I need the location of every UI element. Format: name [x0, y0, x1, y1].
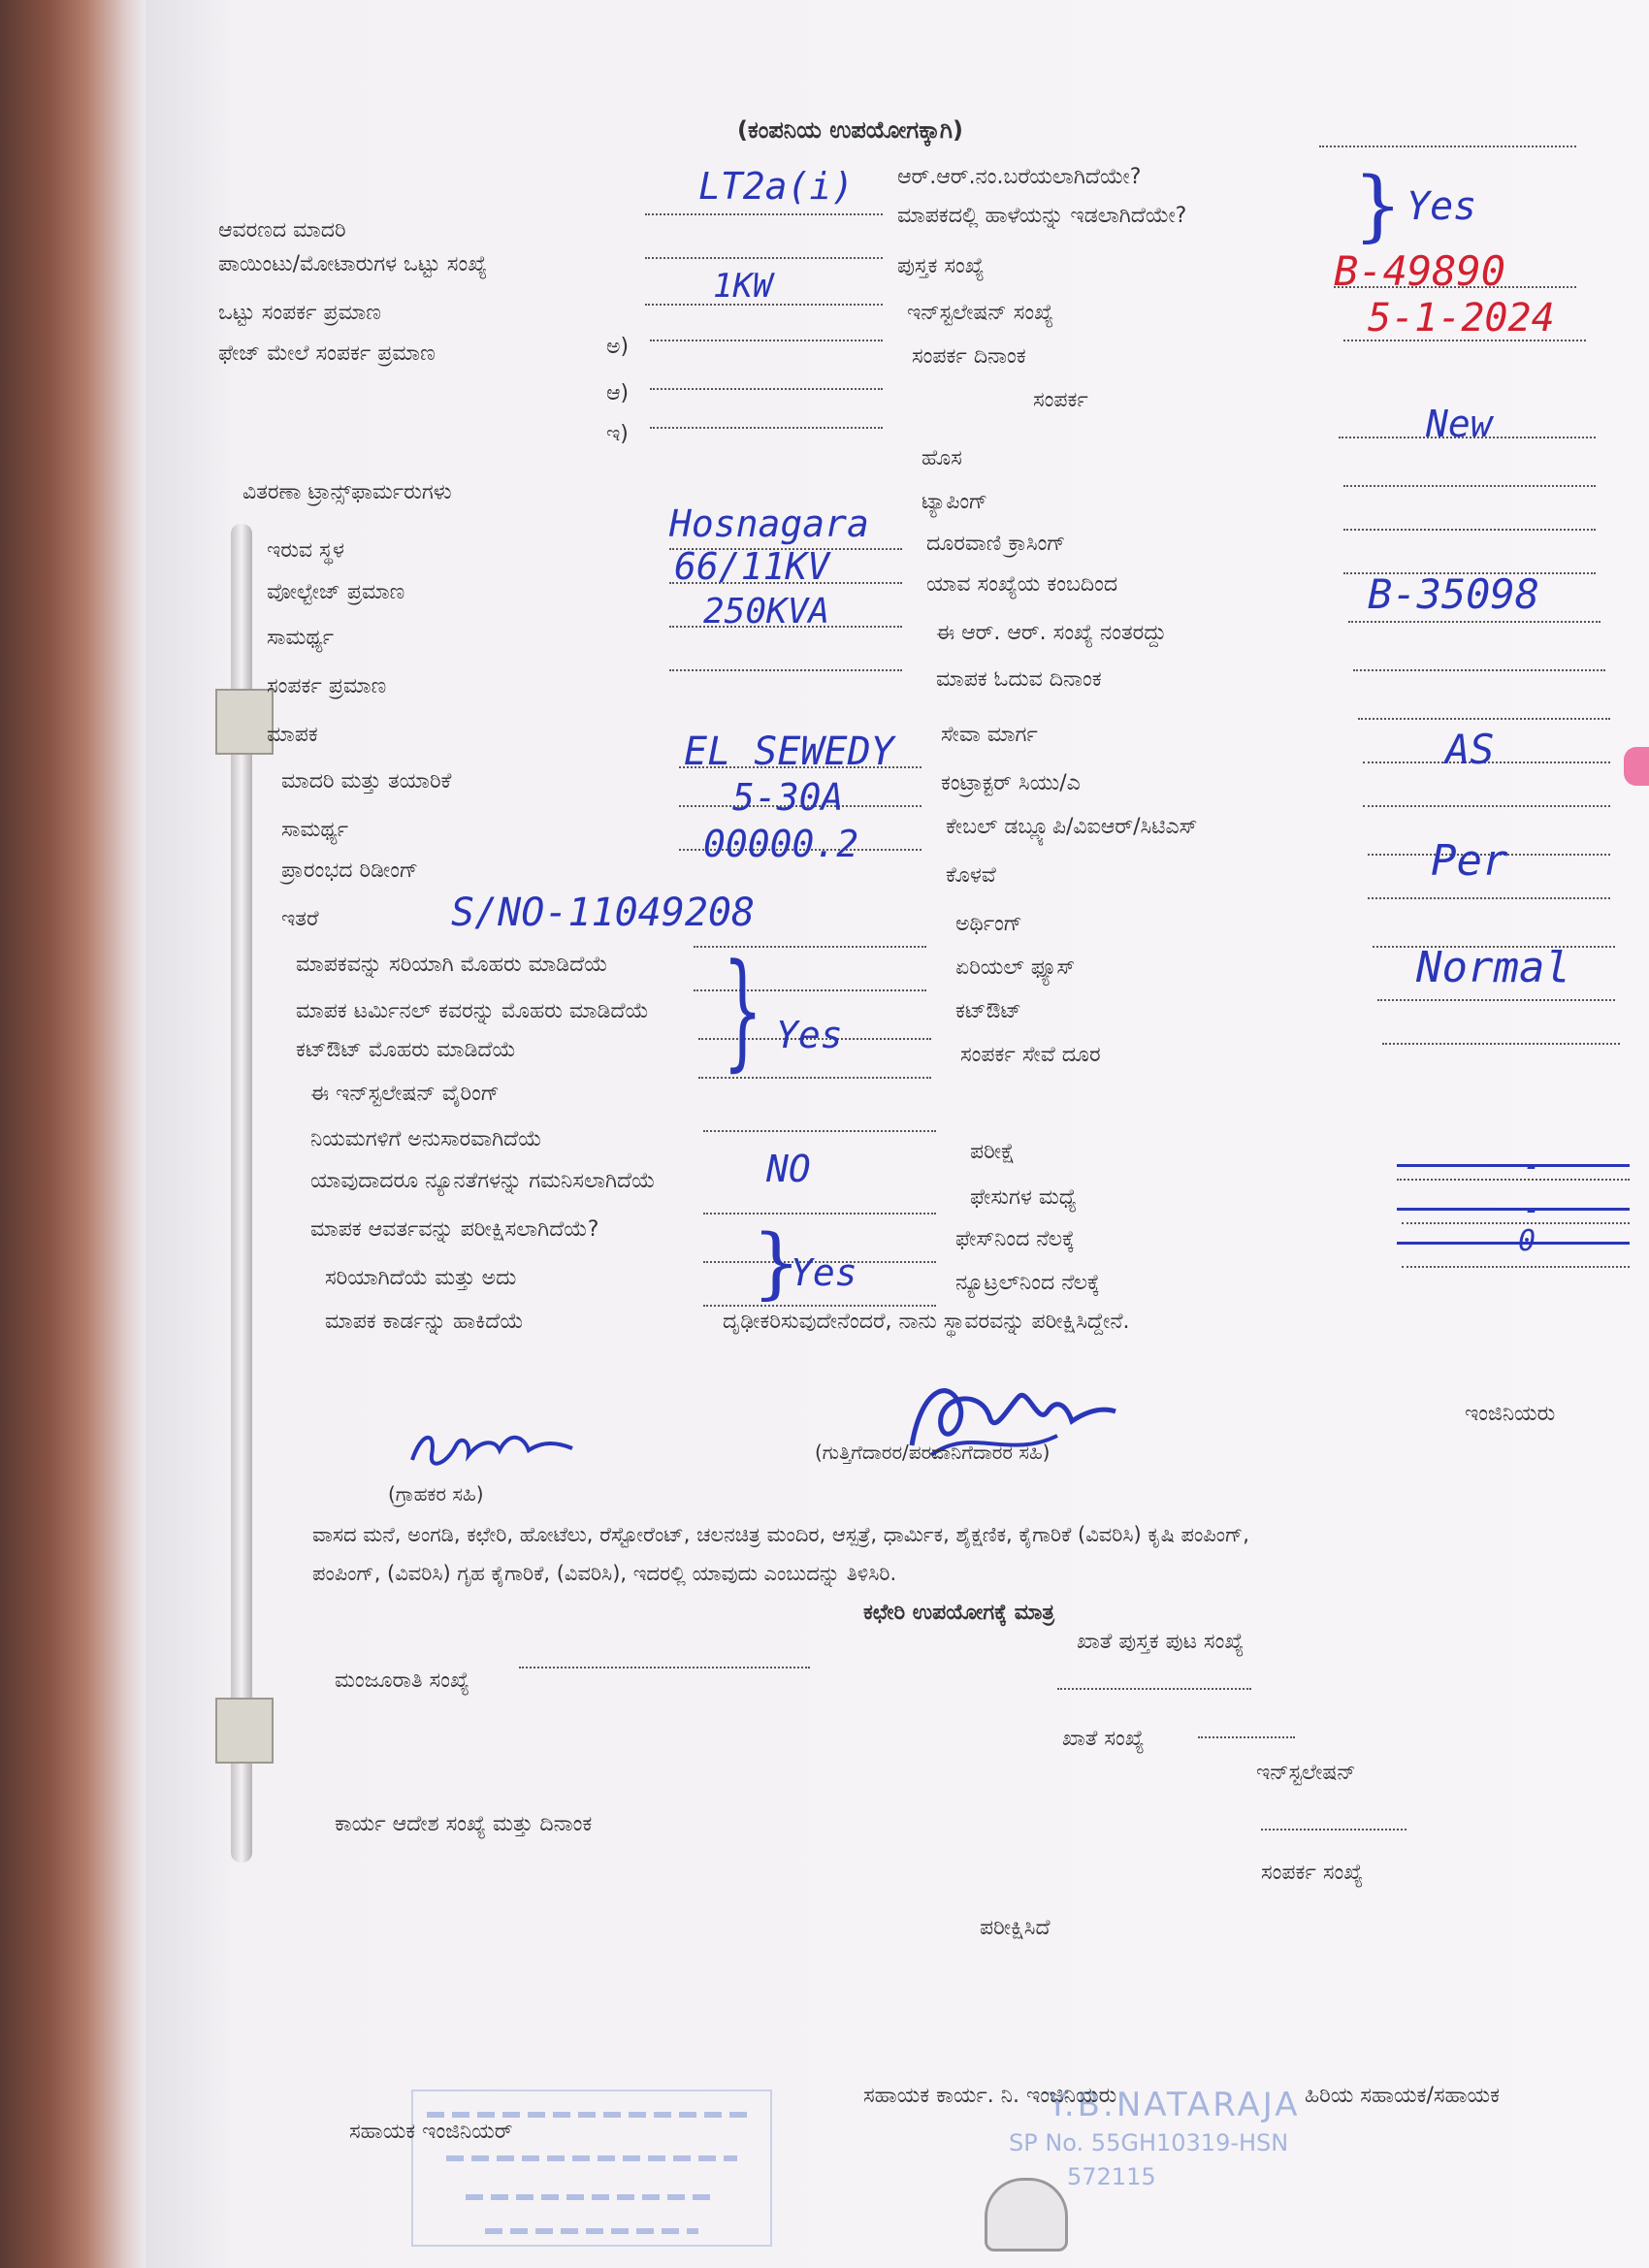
label-phone-crossing: ದೂರವಾಣಿ ಕ್ರಾಸಿಂಗ್ — [926, 532, 1066, 556]
asst-exec-engineer-label: ಸಹಾಯಕ ಕಾರ್ಯ. ನಿ. ಇಂಜಿನಿಯರು — [863, 2084, 1117, 2108]
hand-yes-low: Yes — [791, 1251, 857, 1294]
ledger-page-label: ಖಾತೆ ಪುಸ್ತಕ ಪುಟ ಸಂಖ್ಯೆ — [1077, 1630, 1245, 1654]
label-connected-load: ಸಂಪರ್ಕ ಪ್ರಮಾಣ — [267, 674, 387, 698]
field-line — [1363, 805, 1610, 807]
label-pipe: ಕೊಳವೆ — [946, 863, 996, 888]
label-tapping: ಟ್ಯಾಪಿಂಗ್ — [922, 490, 988, 514]
label-contractor: ಕಂಟ್ರಾಕ್ಟರ್ ಸಿಯು/ಎ — [941, 771, 1081, 795]
hand-strike-2 — [1397, 1208, 1630, 1211]
field-line — [650, 427, 883, 429]
label-aerial-fuse: ಏರಿಯಲ್ ಫ್ಯೂಸ್ — [955, 956, 1076, 980]
label-location: ಇರುವ ಸ್ಥಳ — [267, 538, 344, 563]
label-cable: ಕೇಬಲ್ ಡಬ್ಲ್ಯೂಪಿ/ವಿಐಆರ್/ಸಿಟಿಎಸ್ — [946, 815, 1198, 839]
hand-zero: 0 — [1518, 1224, 1536, 1258]
label-phase-i: ಇ) — [606, 422, 629, 446]
hand-dash-1: - — [1523, 1150, 1541, 1183]
label-certify: ದೃಢೀಕರಿಸುವುದೇನೆಂದರೆ, ನಾನು ಸ್ಥಾವರವನ್ನು ಪರೀಕ್ಷಿಸಿದ್ದೇನೆ. — [723, 1310, 1130, 1334]
premises-note-2: ಪಂಪಿಂಗ್, (ವಿವರಿಸಿ) ಗೃಹ ಕೈಗಾರಿಕೆ, (ವಿವರಿಸಿ), ಇದರಲ್ಲಿ ಯಾವುದು ಎಂಬುದನ್ನು ತಿಳಿಸಿರಿ. — [312, 1562, 897, 1585]
label-meter: ಮಾಪಕ — [267, 723, 318, 747]
hand-dash-2: - — [1523, 1193, 1541, 1227]
label-rr-written: ಆರ್.ಆರ್.ನಂ.ಬರೆಯಲಾಗಿದೆಯೇ? — [897, 165, 1142, 189]
hand-serial: S/NO-11049208 — [451, 891, 756, 935]
binding-edge — [0, 0, 146, 2268]
blue-stamp — [407, 2086, 776, 2251]
field-line — [650, 388, 883, 390]
label-points: ಪಾಯಿಂಟು/ಮೋಟಾರುಗಳ ಒಟ್ಟು ಸಂಖ್ಯೆ — [218, 252, 488, 276]
installation-label: ಇನ್‌ಸ್ಟಲೇಷನ್ — [1256, 1761, 1356, 1785]
field-line — [1348, 621, 1600, 623]
engineers-label: ಇಂಜಿನಿಯರು — [1465, 1402, 1556, 1426]
label-avarana: ಆವರಣದ ಮಾದರಿ — [218, 218, 346, 243]
hand-lt-type: LT2a(i) — [698, 165, 855, 208]
label-neutral-earth: ನ್ಯೂಟ್ರಲ್‌ನಿಂದ ನೆಲಕ್ಕೆ — [955, 1271, 1100, 1295]
hand-normal: Normal — [1416, 943, 1570, 992]
premises-note-1: ವಾಸದ ಮನೆ, ಅಂಗಡಿ, ಕಛೇರಿ, ಹೋಟೆಲು, ರೆಸ್ಟೋರೆಂಟ್, ಚಲನಚಿತ್ರ ಮಂದಿರ, ಆಸ್ಪತ್ರೆ, ಧಾರ್ಮಿಕ, ಶೈಕ್ಷಣಿಕ, ಕೈಗಾರಿಕೆ (ವಿವರಿಸಿ) ಕೃಷಿ ಪಂಪಿಂಗ್, — [312, 1523, 1249, 1546]
hand-book-no: B-49890 — [1334, 247, 1506, 295]
field-line — [519, 1667, 810, 1669]
label-cutout-sealed: ಕಟ್‌ಔಟ್ ಮೊಹರು ಮಾಡಿದೆಯೆ — [296, 1038, 516, 1062]
field-line — [703, 1130, 936, 1132]
field-line — [1261, 1829, 1406, 1831]
hand-date: 5-1-2024 — [1368, 296, 1555, 340]
pink-tab — [1624, 747, 1649, 786]
hand-capacity: 250KVA — [703, 592, 830, 632]
hand-no: NO — [766, 1148, 811, 1190]
contractor-sign-label: (ಗುತ್ತಿಗೆದಾರರ/ಪರವಾನಿಗೆದಾರರ ಸಹಿ) — [815, 1441, 1051, 1464]
label-service-distance: ಸಂಪರ್ಕ ಸೇವೆ ದೂರ — [960, 1043, 1101, 1067]
field-line — [1358, 718, 1610, 720]
field-line — [645, 257, 883, 259]
field-line — [1343, 485, 1596, 487]
field-line — [1377, 999, 1615, 1001]
label-after-rr: ಈ ಆರ್. ಆರ್. ಸಂಖ್ಯೆ ನಂತರದ್ದು — [936, 621, 1167, 645]
hand-brace-mid: } — [723, 936, 763, 1084]
hand-yes-mid: Yes — [776, 1014, 843, 1056]
hand-new: New — [1426, 403, 1493, 445]
label-earthing: ಅರ್ಥಿಂಗ್ — [955, 912, 1022, 936]
stamp-line-2: SP No. 55GH10319-HSN — [1009, 2129, 1289, 2156]
hand-as: AS — [1445, 726, 1495, 773]
label-connection: ಸಂಪರ್ಕ — [1033, 388, 1088, 412]
work-order-label: ಕಾರ್ಯ ಆದೇಶ ಸಂಖ್ಯೆ ಮತ್ತು ದಿನಾಂಕ — [335, 1812, 593, 1836]
label-phase-earth: ಫೇಸ್‌ನಿಂದ ನೆಲಕ್ಕೆ — [955, 1227, 1075, 1251]
account-no-label: ಖಾತೆ ಸಂಖ್ಯೆ — [1062, 1727, 1145, 1751]
label-capacity: ಸಾಮರ್ಥ್ಯ — [267, 626, 335, 650]
field-line — [645, 213, 883, 215]
label-cutout: ಕಟ್‌ಔಟ್ — [955, 999, 1021, 1023]
field-line — [703, 1305, 936, 1307]
checked-label: ಪರೀಕ್ಷಿಸಿದೆ — [980, 1916, 1051, 1940]
hand-make: EL SEWEDY — [684, 729, 894, 774]
label-meter-marked: ಮಾಪಕದಲ್ಲಿ ಹಾಳೆಯನ್ನು ಇಡಲಾಗಿದೆಯೇ? — [897, 204, 1187, 228]
field-line — [1198, 1736, 1295, 1738]
label-other: ಇತರೆ — [281, 907, 319, 931]
office-use-label: ಕಛೇರಿ ಉಪಯೋಗಕ್ಕೆ ಮಾತ್ರ — [863, 1601, 1054, 1625]
label-sealed: ಮಾಪಕವನ್ನು ಸರಿಯಾಗಿ ಮೊಹರು ಮಾಡಿದೆಯೆ — [296, 953, 608, 977]
label-test: ಪರೀಕ್ಷೆ — [970, 1140, 1016, 1164]
label-total-load: ಒಟ್ಟು ಸಂಪರ್ಕ ಪ್ರಮಾಣ — [218, 301, 381, 325]
field-line — [669, 669, 902, 671]
label-transformers: ವಿತರಣಾ ಟ್ರಾನ್ಸ್‌ಫಾರ್ಮರುಗಳು — [242, 480, 452, 504]
seal-emblem — [985, 2178, 1068, 2252]
field-line — [1343, 529, 1596, 531]
hand-brace-low: } — [752, 1217, 801, 1308]
label-voltage: ವೋಲ್ಟೇಜ್ ಪ್ರಮಾಣ — [267, 580, 405, 604]
label-as-per-rules: ನಿಯಮಗಳಿಗೆ ಅನುಸಾರವಾಗಿದೆಯೆ — [310, 1127, 542, 1151]
label-phase-a: ಅ) — [606, 335, 630, 359]
field-line — [1319, 146, 1576, 147]
hand-load-kw: 1KW — [713, 267, 773, 306]
binder-clip-bottom — [215, 1698, 274, 1764]
field-line — [1353, 669, 1605, 671]
label-service-route: ಸೇವಾ ಮಾರ್ಗ — [941, 723, 1038, 747]
senior-asst-label: ಹಿರಿಯ ಸಹಾಯಕ/ಸಹಾಯಕ — [1305, 2084, 1501, 2108]
field-line — [1368, 897, 1610, 899]
label-reading-date: ಮಾಪಕ ಓದುವ ದಿನಾಂಕ — [936, 667, 1102, 692]
label-which-pole: ಯಾವ ಸಂಖ್ಯೆಯ ಕಂಬದಿಂದ — [926, 572, 1118, 597]
hand-voltage: 66/11KV — [674, 545, 830, 588]
label-new: ಹೊಸ — [922, 446, 962, 470]
field-line — [1382, 1043, 1620, 1045]
stamp-line-3: 572115 — [1067, 2163, 1156, 2190]
hand-rating: 5-30A — [732, 776, 844, 819]
label-defects: ಯಾವುದಾದರೂ ನ್ಯೂನತೆಗಳನ್ನು ಗಮನಿಸಲಾಗಿದೆಯೆ — [310, 1169, 656, 1193]
hand-reading: 00000.2 — [703, 823, 859, 865]
connection-no-label: ಸಂಪರ್ಕ ಸಂಖ್ಯೆ — [1261, 1861, 1364, 1885]
label-meter-rotation: ಮಾಪಕ ಆವರ್ತವನ್ನು ಪರೀಕ್ಷಿಸಲಾಗಿದೆಯೆ? — [310, 1217, 599, 1242]
label-correct-and: ಸರಿಯಾಗಿದೆಯೆ ಮತ್ತು ಅದು — [325, 1266, 517, 1290]
consumer-sign-label: (ಗ್ರಾಹಕರ ಸಹಿ) — [388, 1482, 484, 1506]
label-meter-card: ಮಾಪಕ ಕಾರ್ಡನ್ನು ಹಾಕಿದೆಯೆ — [325, 1310, 524, 1334]
asst-engineer-label: ಸಹಾಯಕ ಇಂಜಿನಿಯರ್ — [349, 2120, 513, 2144]
field-line — [1397, 1179, 1630, 1181]
label-book-no: ಪುಸ್ತಕ ಸಂಖ್ಯೆ — [897, 254, 985, 278]
field-line — [1057, 1688, 1251, 1690]
label-meter-capacity: ಸಾಮರ್ಥ್ಯ — [281, 818, 349, 842]
label-phase-load: ಫೇಜ್ ಮೇಲೆ ಸಂಪರ್ಕ ಪ್ರಮಾಣ — [218, 341, 436, 366]
label-installation-no: ಇನ್‌ಸ್ಟಲೇಷನ್ ಸಂಖ್ಯೆ — [907, 301, 1054, 325]
label-terminal-sealed: ಮಾಪಕ ಟರ್ಮಿನಲ್ ಕವರನ್ನು ಮೊಹರು ಮಾಡಿದೆಯೆ — [296, 999, 649, 1023]
stamp-name: Y.B.NATARAJA — [1048, 2086, 1301, 2124]
sanction-no-label: ಮಂಜೂರಾತಿ ಸಂಖ್ಯೆ — [335, 1669, 469, 1693]
hand-brace: } — [1353, 160, 1403, 250]
hand-yes-top: Yes — [1406, 184, 1477, 229]
label-phase-aa: ಆ) — [606, 381, 630, 405]
field-line — [703, 1213, 936, 1215]
field-line — [650, 340, 883, 341]
label-connection-date: ಸಂಪರ್ಕ ದಿನಾಂಕ — [912, 344, 1026, 369]
label-installation-wiring: ಈ ಇನ್‌ಸ್ಟಲೇಷನ್ ವೈರಿಂಗ್ — [310, 1082, 500, 1106]
form-title: (ಕಂಪನಿಯ ಉಪಯೋಗಕ್ಕಾಗಿ) — [737, 116, 963, 144]
label-make-model: ಮಾದರಿ ಮತ್ತು ತಯಾರಿಕೆ — [281, 769, 452, 794]
hand-location: Hosnagara — [669, 502, 869, 545]
field-line — [1402, 1222, 1630, 1224]
hand-per: Per — [1431, 836, 1508, 886]
label-between-phases: ಫೇಸುಗಳ ಮಧ್ಯೆ — [970, 1185, 1077, 1210]
hand-strike-1 — [1397, 1164, 1630, 1167]
consumer-signature — [403, 1411, 597, 1479]
binder-clip-top — [215, 689, 274, 755]
label-initial-reading: ಪ್ರಾರಂಭದ ರಿಡೀಂಗ್ — [281, 859, 419, 883]
hand-strike-3 — [1397, 1242, 1630, 1245]
hand-pole-no: B-35098 — [1368, 570, 1540, 618]
field-line — [1402, 1266, 1630, 1268]
